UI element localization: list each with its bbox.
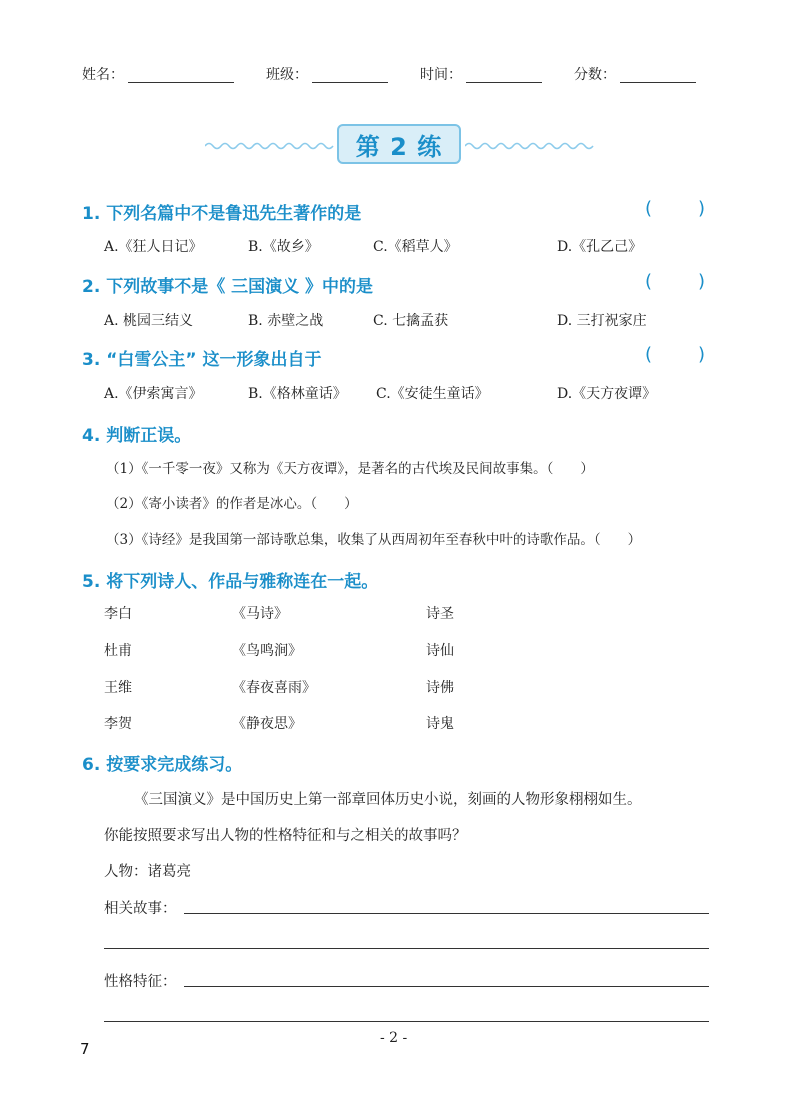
work-item[interactable]: 《春夜喜雨》 [232, 680, 316, 696]
corner-number: 7 [80, 1040, 90, 1058]
poet-item[interactable]: 王维 [104, 680, 132, 696]
story-answer-line-2[interactable] [104, 948, 709, 949]
poet-item[interactable]: 杜甫 [104, 643, 132, 659]
score-blank[interactable] [620, 82, 696, 83]
name-label: 姓名： [82, 67, 124, 83]
question-1-option-b[interactable]: B.《故乡》 [248, 239, 319, 255]
question-1-option-d[interactable]: D.《孔乙己》 [557, 239, 643, 255]
time-label: 时间： [420, 67, 462, 83]
wave-left-decoration [205, 140, 335, 152]
poet-item[interactable]: 李贺 [104, 716, 132, 732]
question-3-answer-blank[interactable] [645, 344, 705, 365]
question-2-text: 2. 下列故事不是《 三国演义 》中的是 [82, 277, 374, 297]
question-1-answer-blank[interactable] [645, 198, 705, 219]
question-6-paragraph-1: 《三国演义》是中国历史上第一部章回体历史小说，刻画的人物形象栩栩如生。 [134, 792, 642, 808]
paren-close: ) [697, 344, 705, 365]
title-banner [205, 124, 595, 168]
paren-open: ( [645, 344, 653, 365]
question-4-title: 4. 判断正误。 [82, 426, 192, 446]
work-item[interactable]: 《马诗》 [232, 606, 288, 622]
question-3-option-d[interactable]: D.《天方夜谭》 [557, 386, 657, 402]
paren-close: ) [697, 271, 705, 292]
paren-close: ) [697, 198, 705, 219]
question-1-text: 1. 下列名篇中不是鲁迅先生著作的是 [82, 204, 362, 224]
question-2-answer-blank[interactable] [645, 271, 705, 292]
question-3-text: 3. “白雪公主” 这一形象出自于 [82, 350, 322, 370]
time-blank[interactable] [466, 82, 542, 83]
question-2-option-a[interactable]: A. 桃园三结义 [104, 313, 194, 329]
poet-item[interactable]: 李白 [104, 606, 132, 622]
paren-open: ( [645, 198, 653, 219]
judge-item-1[interactable]: （1）《一千零一夜》又称为《天方夜谭》，是著名的古代埃及民间故事集。（ ） [106, 461, 594, 477]
question-3-option-c[interactable]: C.《安徒生童话》 [376, 386, 489, 402]
page-title: 第 2 练 [337, 124, 461, 164]
paren-open: ( [645, 271, 653, 292]
page-number: - 2 - [380, 1030, 408, 1046]
title-item[interactable]: 诗仙 [426, 643, 454, 659]
trait-answer-line-2[interactable] [104, 1021, 709, 1022]
title-item[interactable]: 诗佛 [426, 680, 454, 696]
question-1-option-a[interactable]: A.《狂人日记》 [104, 239, 203, 255]
judge-item-3[interactable]: （3）《诗经》是我国第一部诗歌总集，收集了从西周初年至春秋中叶的诗歌作品。（ ） [106, 532, 642, 548]
title-item[interactable]: 诗鬼 [426, 716, 454, 732]
story-answer-line-1[interactable] [184, 913, 709, 914]
trait-answer-line-1[interactable] [184, 986, 709, 987]
trait-label: 性格特征： [104, 974, 177, 990]
judge-item-2[interactable]: （2）《寄小读者》的作者是冰心。（ ） [106, 496, 358, 512]
question-3-option-a[interactable]: A.《伊索寓言》 [104, 386, 203, 402]
wave-right-decoration [465, 140, 595, 152]
name-blank[interactable] [128, 82, 234, 83]
class-blank[interactable] [312, 82, 388, 83]
work-item[interactable]: 《静夜思》 [232, 716, 302, 732]
title-item[interactable]: 诗圣 [426, 606, 454, 622]
question-1-option-c[interactable]: C.《稻草人》 [373, 239, 458, 255]
question-2-option-b[interactable]: B. 赤壁之战 [248, 313, 324, 329]
person-label: 人物：诸葛亮 [104, 864, 191, 880]
question-3-option-b[interactable]: B.《格林童话》 [248, 386, 347, 402]
question-5-title: 5. 将下列诗人、作品与雅称连在一起。 [82, 572, 379, 592]
question-6-title: 6. 按要求完成练习。 [82, 755, 243, 775]
class-label: 班级： [266, 67, 308, 83]
question-6-paragraph-2: 你能按照要求写出人物的性格特征和与之相关的故事吗？ [104, 828, 467, 844]
story-label: 相关故事： [104, 901, 177, 917]
score-label: 分数： [574, 67, 616, 83]
question-2-option-c[interactable]: C. 七擒孟获 [373, 313, 449, 329]
question-2-option-d[interactable]: D. 三打祝家庄 [557, 313, 647, 329]
work-item[interactable]: 《鸟鸣涧》 [232, 643, 302, 659]
